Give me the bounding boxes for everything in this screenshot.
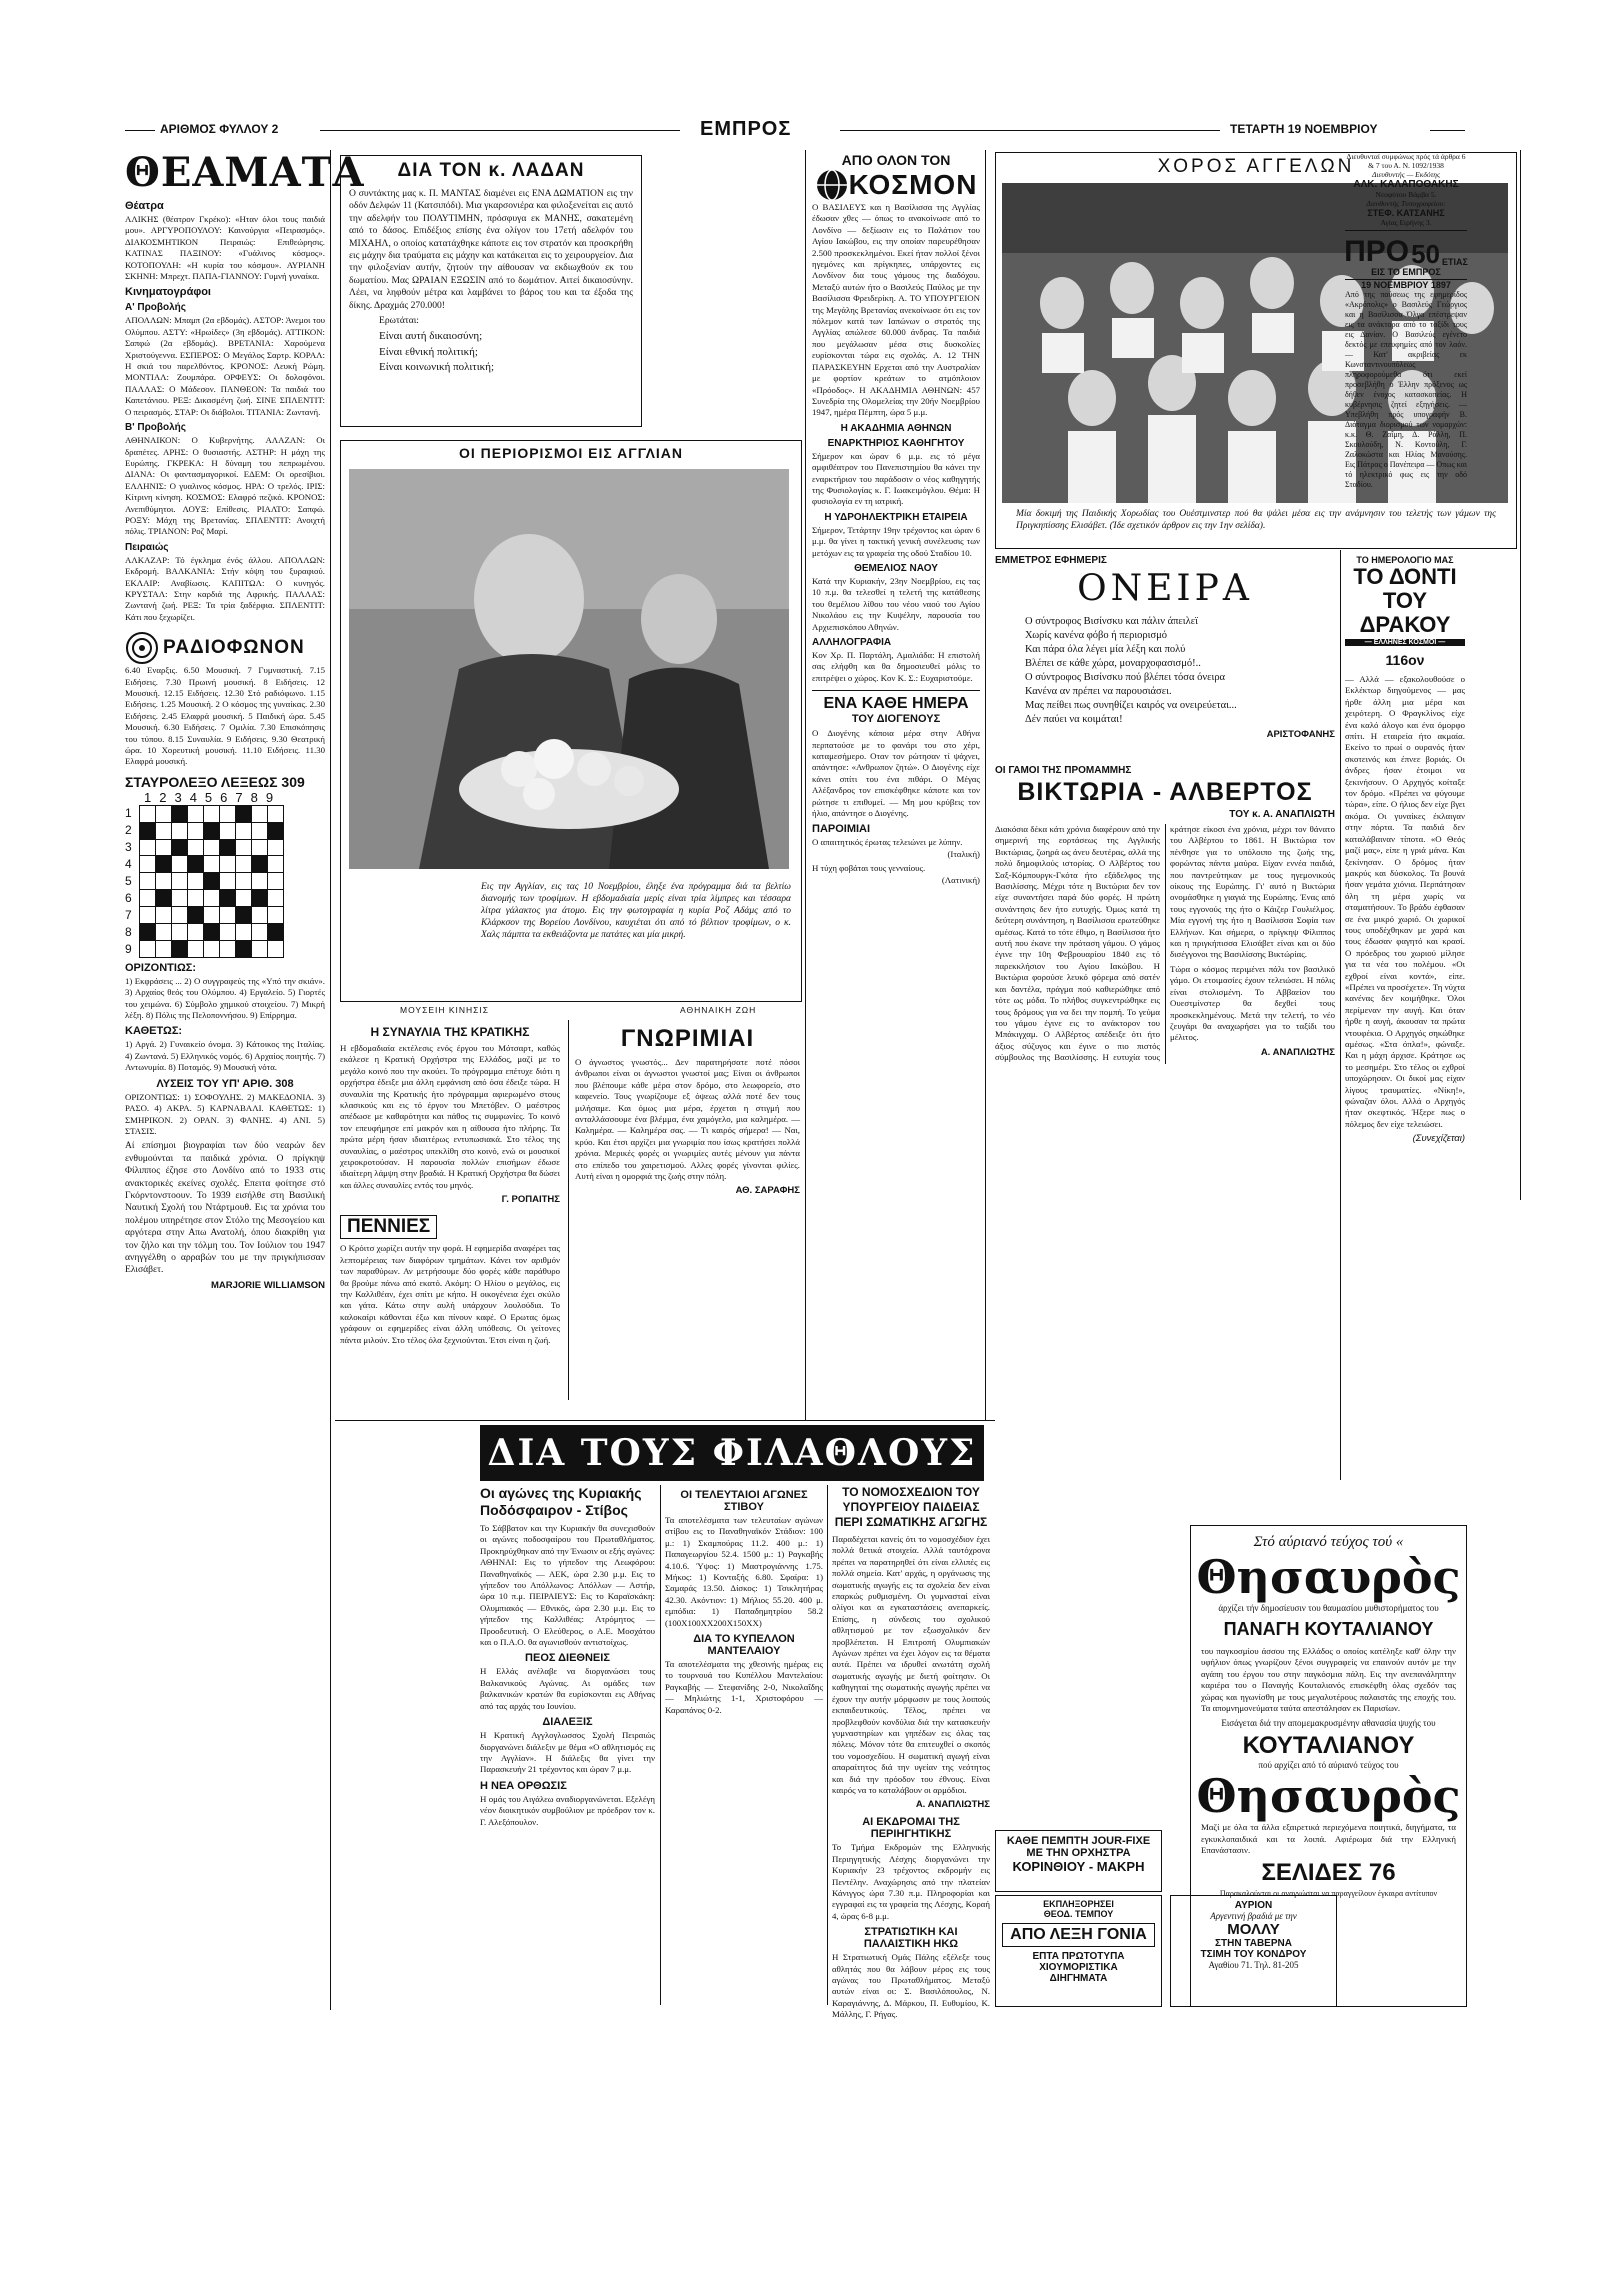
- column-gnorimiai: [575, 1025, 800, 1202]
- crossword-row-label: 6: [125, 890, 132, 905]
- crossword-black-cell: [156, 856, 172, 873]
- emmetros-title: ΟΝΕΙΡΑ: [1077, 568, 1253, 609]
- masthead-box-typo: ΣΤΕΦ. ΚΑΤΣΑΝΗΣ: [1367, 208, 1445, 218]
- crossword-cell: [220, 940, 236, 957]
- perihgisi-heading: ΑΙ ΕΚΔΡΟΜΑΙ ΤΗΣ ΠΕΡΙΗΓΗΤΙΚΗΣ: [862, 1816, 960, 1841]
- thesauros-line3: πού αρχίζει από τό αύριανό τεύχος του: [1258, 1760, 1399, 1771]
- kosmon-title-bottom: ΚΟΣΜΟΝ: [848, 169, 978, 200]
- crossword-row: [140, 839, 284, 856]
- thesauros-text: του παγκοσμίου άσσου της Ελλάδος ο οποίος κατέληξε καθ' όλην την υφήλιον όπως γνωρίζουν ξένοι συγγραφείς να επαινούν αυτόν με την αγάπη του έργου του στην παγκόσμια πάλη. Εις την ανεπανάληπτην καριέρα του ο Παναγής Κουταλιανός επισκέφθη όλας σχεδόν τας χώρας και ηγωνίσθη με τους μεγαλυτέρους παλαιστάς της εποχής του. Τα απομνημονεύματα ταύτα απεστάλησαν εκ Παρισίων.: [1201, 1646, 1456, 1714]
- crossword-cell: [220, 907, 236, 924]
- molly-line1: ΑΥΡΙΟΝ: [1234, 1900, 1273, 1911]
- kathe-mera-text: Ο Διογένης κάποια μέρα στην Αθήνα περπατούσε με το φανάρι του στο χέρι, καταμεσήμερο. Οταν τον ρώτησαν τί ψάχνει, απάντησε: «Ανθρωπον ζητώ». Ο Διογένης είχε κάνει σπίτι του ένα πιθάρι. Ο Μέγας Αλέξανδρος τον επισκέφθηκε κάποτε και τον ρώτησε τι επιθυμεί. — Μη μου κρύβεις τον ήλιο, απάντησε ο Διογένης.: [812, 728, 980, 819]
- crossword-cell: [252, 923, 268, 940]
- crossword-horizontal-head: ΟΡΙΖΟΝΤΙΩΣ:: [125, 961, 197, 974]
- column-synaulia: [340, 1025, 560, 1349]
- perihgisi-text: Το Τμήμα Εκδρομών της Ελληνικής Περιηγητικής Λέσχης διοργανώνει την Κυριακήν 23 τρέχοντος εκδρομήν εις Πεντέλην. Αναχώρησις από την πλατείαν Κάνιγγος ώρα 7.30 π.μ. Πληροφορίαι και εγγραφαί εις τα γραφεία της Λέσχης, Κοραή 4, ώρας 6-8 μ.μ.: [832, 1842, 990, 1921]
- crossword-cell: [204, 890, 220, 907]
- allilografia-heading: ΑΛΛΗΛΟΓΡΑΦΙΑ: [812, 637, 892, 648]
- periorismoi-photo: [349, 469, 789, 869]
- sports-top-rule: [335, 1420, 995, 1421]
- crossword-black-cell: [220, 890, 236, 907]
- radio-heading-block: [125, 631, 325, 665]
- crossword-cell: [252, 940, 268, 957]
- crossword-cell: [236, 923, 252, 940]
- col-divider-3: [805, 150, 806, 1420]
- dondi-continues: (Συνεχίζεται): [1412, 1133, 1465, 1145]
- col-divider-5: [1340, 550, 1341, 1480]
- crossword-cell: [172, 923, 188, 940]
- top-rule-right: [1430, 130, 1465, 131]
- crossword-horizontal-text: 1) Εκφράσεις ... 2) Ο συγγραφεύς της «Υπό την σκιάν». 3) Αρχαίος θεός του Ολύμπου. 4) Εργαλείο. 5) Γιορτές του χειμώνα. 6) Σύμβολο χημικού στοιχείου. 7) Μικρή λέξη. 8) Πόλις της Πελοποννήσου. 9) Επίρρημα.: [125, 975, 325, 1021]
- crossword-row-labels: [125, 805, 139, 958]
- sports-divider-2: [827, 1485, 828, 2005]
- teleftaioi-text: Τα αποτελέσματα των τελευταίων αγώνων στίβου εις το Παναθηναϊκόν Στάδιον: 100 μ.: 1) Σκαμπούρας 11.2. 400 μ.: 1) Παπαγεωργίου 52.4. 1500 μ.: 1) Ραγκαβής 4.10.6. Ύψος: 1) Μαστρογιάννης 1.75. Μήκος: 1) Κονταξής 6.80. Σφαίρα: 1) Σαμαράς 13.50. Δίσκος: 1) Τσικλητήρας 42.30. Ακόντιον: 1) Μήλιος 55.20. 400 μ. εμπόδια: 1) Παπαδημητρίου 58.2 (100Χ100ΧΧ200Χ150ΧΧ): [665, 1515, 823, 1628]
- crossword-cell: [172, 856, 188, 873]
- crossword-cell: [172, 873, 188, 890]
- kyriaki-text: Το Σάββατον και την Κυριακήν θα συνεχισθούν οι αγώνες ποδοσφαίρου του Πρωταθλήματος. Προκηρύχθηκαν από την Ένωσιν οι εξής αγώνες: ΑΘΗΝΑΙ: Εις το γήπεδον της Λεωφόρου: Παναθηναϊκός — ΑΕΚ, ώρα 2.30 μ.μ. Εις το γήπεδον του Απόλλωνος: Απόλλων — Αστήρ, ώρα 10 π.μ. ΠΕΙΡΑΙΕΥΣ: Εις το Καραϊσκάκη: Ολυμπιακός — Εθνικός, ώρα 2.30 μ.μ. Εις το γήπεδον της Καλλιθέας: Ατρόμητος — Προοδευτική. Ο Ελεύθερος, ο Α.Ε. Μοσχάτου και ο Π.Α.Ο. θα αγωνισθούν αντιστοίχως.: [480, 1523, 655, 1648]
- thesauros-small: Μαζί με όλα τα άλλα εξαιρετικά περιεχόμενα ποιητικά, διηγήματα, τα εγκυκλοπαιδικά και τα λοιπά. Αφιέρωμα διά την Ελληνική Επανάστασιν.: [1201, 1822, 1456, 1856]
- dondi-tagline: — ΕΛΛΗΝΕΣ ΚΟΣΜΟΙ —: [1345, 639, 1465, 646]
- ladan-q3: Είναι κοινωνική πολιτική;: [379, 361, 495, 374]
- thesauros-title-2: Θησαυρὸς: [1196, 1769, 1461, 1824]
- crossword-cell: [156, 822, 172, 839]
- crossword-cell: [236, 890, 252, 907]
- crossword-cell: [252, 907, 268, 924]
- crossword-cell: [268, 940, 284, 957]
- dondi-title-1: ΤΟ ΔΟΝΤΙ: [1353, 564, 1457, 589]
- thesauros-bottom: Παρακαλούνται οι αναγνώσται να παραγγείλουν έγκαιρα αντίτυπον: [1219, 1888, 1438, 1898]
- kosmon-title-block: [812, 152, 980, 202]
- crossword-cell: [236, 822, 252, 839]
- molly-line5: ΤΣΙΜΗ ΤΟΥ ΚΟΝΔΡΟΥ: [1200, 1949, 1307, 1960]
- pro50-big: ΠΡΟ: [1344, 235, 1410, 268]
- crossword-header-digits: 123456789: [144, 789, 282, 805]
- crossword-cell: [220, 805, 236, 822]
- pro50-emp: ΕΙΣ ΤΟ ΕΜΠΡΟΣ: [1371, 267, 1441, 277]
- crossword-cell: [204, 856, 220, 873]
- themelios-text: Κατά την Κυριακήν, 23ην Νοεμβρίου, εις τας 10 π.μ. θα τελεσθεί η τελετή της κατάθεσης του θεμέλιου λίθου του νέου ναού του Αγίου Νικολάου εις την Κυψέλην, παρουσία του Αρχιεπισκόπου Αθηνών.: [812, 575, 980, 632]
- crossword-cell: [188, 890, 204, 907]
- dondi-text: — Αλλά — εξακολουθούσε ο Εκλέκτωρ διηγούμενος — μας ήρθε άλλη μια μέρα και χειρότερη. Ο Φραγκλίνος είχε ένα καλό άλογο και ένα όμορφο σπίτι. Η εταιρεία ήτο ακμαία. Εκείνο το πρωί ο ουρανός ήταν σκοτεινός και έπνεε βοριάς. Οι άνδρες ήσαν έτοιμοι να ξεκινήσουν. Ο Αρχηγός κοίταξε τον δρόμο. «Πρέπει να φύγουμε τώρα», είπε. Ο ήλιος δεν είχε βγει ακόμα. Οι γυναίκες έκλαιγαν στην πόρτα. Τα παιδιά δεν καταλάβαιναν τίποτα. «Ο Θεός μαζί μας», είπε η γριά μάνα. Και ξεκίνησαν. Ο δρόμος ήταν μακρύς και δύσκολος. Τα βουνά ήσαν γεμάτα χιόνια. Περπάτησαν όλη τη μέρα χωρίς να σταματήσουν. Το βράδυ έφθασαν σε ένα μικρό χωριό. Οι χωρικοί τους υποδέχθηκαν με χαρά και τους έδωσαν φαγητό και κρασί. Ο πρόεδρος του χωριού μίλησε για τα νέα του πολέμου. «Οι εχθροί είναι κοντά», είπε. «Πρέπει να προσέχετε». Τη νύχτα κανένας δεν κοιμήθηκε. Όλοι περίμεναν την αυγή. Και όταν ήρθε η αυγή, άκουσαν τα πρώτα ντουφέκια. Ο Αρχηγός σηκώθηκε αμέσως. «Στα όπλα!», φώναξε. Και η μάχη άρχισε. Κράτησε ως το μεσημέρι. Στο τέλος οι εχθροί υποχώρησαν. Οι δικοί μας είχαν λίγους τραυματίες. «Νίκη!», φώναζαν όλοι. Αλλά ο Αρχηγός ήταν σκεφτικός. Ήξερε πως ο πόλεμος δεν είχε τελειώσει.: [1345, 674, 1465, 1129]
- crossword-cell: [156, 805, 172, 822]
- ladan-questions-intro: Ερωτάται:: [379, 315, 419, 327]
- crossword-black-cell: [140, 822, 156, 839]
- lexi-sub: ΘΕΟΔ. ΤΕΜΠΟΥ: [1043, 1909, 1114, 1919]
- crossword-cell: [156, 940, 172, 957]
- crossword-cell: [220, 856, 236, 873]
- sports-col-3: [832, 1485, 990, 2024]
- crossword-cell: [252, 839, 268, 856]
- ladan-title: ΔΙΑ ΤΟΝ κ. ΛΑΔΑΝ: [397, 160, 585, 181]
- kathe-pempti-ad: [995, 1830, 1162, 1892]
- crossword-grid: [139, 805, 284, 958]
- crossword-row: [140, 907, 284, 924]
- gamoi-author: Α. ΑΝΑΠΛΙΩΤΗΣ: [1260, 1046, 1335, 1058]
- enarktirios-heading: ΕΝΑΡΚΤΗΡΙΟΣ ΚΑΘΗΓΗΤΟΥ: [827, 437, 965, 449]
- issue-date: ΤΕΤΑΡΤΗ 19 ΝΟΕΜΒΡΙΟΥ: [1230, 122, 1378, 136]
- crossword-row: [140, 923, 284, 940]
- stratiotiki-heading: ΣΤΡΑΤΙΩΤΙΚΗ ΚΑΙ ΠΑΛΑΙΣΤΙΚΗ ΗΚΩ: [863, 1926, 959, 1951]
- lexi-line1: ΕΠΤΑ ΠΡΩΤΟΤΥΠΑ: [1032, 1951, 1125, 1962]
- crossword-cell: [188, 940, 204, 957]
- poem-line: Μας πείθει πως συνηθίζει καιρός να ονειρεύεται...: [1025, 700, 1237, 711]
- crossword-black-cell: [204, 923, 220, 940]
- crossword-row-label: 4: [125, 856, 132, 871]
- themelios-heading: ΘΕΜΕΛΙΟΣ ΝΑΟΥ: [854, 562, 938, 574]
- masthead-box-address1: Νεοφύτου Βάμβα 5.: [1375, 190, 1437, 199]
- thesauros-footer-line: Εισάγεται διά την απομεμακρυσμένην αθανασία ψυχής του: [1221, 1718, 1436, 1729]
- crossword-cell: [220, 873, 236, 890]
- thesauros-line2: άρχίζει τήν δημοσίευσιν του θαυμασίου μυθιστορήματος του: [1218, 1603, 1439, 1613]
- kathe-mera-title: ΕΝΑ ΚΑΘΕ ΗΜΕΡΑ: [812, 690, 980, 713]
- crossword-black-cell: [220, 839, 236, 856]
- crossword-black-cell: [188, 856, 204, 873]
- col-divider-1: [330, 150, 331, 2010]
- col-divider-2: [568, 1020, 569, 1400]
- crossword-row: [140, 805, 284, 822]
- crossword-black-cell: [172, 940, 188, 957]
- sports-col-2: [665, 1485, 823, 1719]
- peiraieus-heading: Πειραιώς: [125, 541, 169, 553]
- crossword-row: [140, 873, 284, 890]
- dondi-header: ΤΟ ΗΜΕΡΟΛΟΓΙΟ ΜΑΣ: [1356, 555, 1454, 565]
- paroimia-1: Ο απαιτητικός έρωτας τελειώνει με λύπην.: [812, 837, 963, 848]
- crossword-cell: [140, 805, 156, 822]
- photo-credit-right: ΑΘΗΝΑΙΚΗ ΖΩΗ: [680, 1005, 757, 1015]
- periorismoi-caption: Εις την Αγγλίαν, εις τας 10 Νοεμβρίου, έληξε ένα πρόγραμμα διά τα βελτίω διανομής των τροφίμων. Η εβδομαδιαία μερίς είναι τρία λίμπρες και τέσσαρα λίτρα γάλακτος για άτομο. Εις την φωτογραφία η κυρία Ροζ Αδάμς από το Κλάρκσον της Βορείου Λονδίνου, καυχιέται ότι από τό βέλτιον τροφίμων, ο κ. Χαλς πάμπτα τα εκθειάζοντα με πατάτες και μία μικρή.: [481, 882, 791, 940]
- globe-icon: [815, 168, 849, 202]
- gamoi-text-b: Τώρα ο κόσμος περιμένει πάλι τον βασιλικό γάμο. Οι ετοιμασίες έχουν τελειώσει. Η πόλις είναι στολισμένη. Το Αββαείον του Ουεστμίνστερ θα δεχθεί τους προσκεκλημένους. Μετά την τελετή, το νέο ζευγάρι θα αναχωρήσει για το ταξίδι του μέλιτος.: [1170, 963, 1335, 1043]
- nea-orthosis-text: Η ομάς του Αιγάλεω αναδιοργανώνεται. Εξελέγη νέον διοικητικόν συμβούλιον με πρόεδρον τον κ. Γ. Αλεξόπουλον.: [480, 1793, 655, 1827]
- diethneis-text: Η Ελλάς ανέλαβε να διοργανώσει τους Βαλκανικούς Αγώνας. Αι ομάδες των βαλκανικών κρατών θα ευρίσκονται εις Αθήνας από τας αρχάς του Ιουνίου.: [480, 1666, 655, 1711]
- top-rule-mid-right: [840, 130, 1220, 131]
- pennies-text: Ο Κρόιτσ χωρίζει αυτήν την φορά. Η εφημερίδα αναφέρει τας λεπτομέρειας των διαφόρων τμημάτων. Κάνει τον αριθμόν των παραθύρων. Αν μετρήσουμε δύο φορές κάθε παράθυρο θα βρούμε πάνω από εκατό. Ακόμη: Ο Ηλίου ο μεγάλος, εις την Καλλιθέαν, έχει σπίτι με κήπο. Η οικογένεια έχει σκύλο και γάτα. Κάτω στην αυλή υπάρχουν λουλούδια. Το καλοκαίρι κάθονται έξω και πίνουν καφέ. Ο Ερωτας όμως γράφουν οι εφημερίδες είναι άλλη υπόθεσις. Οι γείτονες πάντα μιλούν. Στο τέλος όλα ξεχνιούνται. Έτσι είναι η ζωή.: [340, 1243, 560, 1345]
- crossword-cell: [172, 822, 188, 839]
- pro50-etias: ΕΤΙΑΣ: [1442, 257, 1468, 267]
- paroimia-2: Η τύχη φοβάται τους γενναίους.: [812, 863, 926, 874]
- crossword-black-cell: [236, 940, 252, 957]
- col-divider-6: [1520, 150, 1521, 1200]
- crossword-row-label: 1: [125, 805, 132, 820]
- crossword-cell: [268, 839, 284, 856]
- pro50-num: 50: [1411, 239, 1441, 269]
- crossword-black-cell: [236, 805, 252, 822]
- crossword-cell: [268, 873, 284, 890]
- thesauros-name2: ΚΟΥΤΑΛΙΑΝΟΥ: [1242, 1732, 1415, 1760]
- crossword-cell: [156, 923, 172, 940]
- crossword-black-cell: [172, 839, 188, 856]
- crossword-black-cell: [204, 822, 220, 839]
- choros-caption: Μία δοκιμή της Παιδικής Χορωδίας του Ουέστμινστερ πού θα ψάλει μέσα εις την ανάμνησιν του τελετής των γάμων της Πριγκηπίσσης Ελισάβετ. (Ίδε σχετικόν άρθρον εις την 1ην σελίδα).: [1016, 509, 1496, 531]
- radio-icon: [125, 631, 159, 665]
- paroimia-1-source: (Ιταλική): [947, 848, 980, 859]
- pennies-title: ΠΕΝΝΙΕΣ: [340, 1215, 437, 1239]
- b-provoli-text: ΑΘΗΝΑΙΚΟΝ: Ο Κυβερνήτης. ΑΛΑΖΑΝ: Οι δραπέτες. ΑΡΗΣ: Ο θυσιαστής. ΑΣΤΗΡ: Η μάχη της Ευρώπης. ΓΚΡΕΚΑ: Η δύναμη του πεπρωμένου. ΔΙΑΝΑ: Οι φαντασμαγορικοί. ΕΔΕΜ: Οι ορεσίβιοι. ΕΛΛΗΝΙΣ: Ο γυαλινος κόσμος. ΗΡΑ: Ο τρελός. ΙΡΙΣ: Κίτρινη κίνηση. ΚΟΣΜΟΣ: Ελαφρό πεζικό. ΚΡΟΝΟΣ: Ανεπιθύμητοι. ΛΟΥΞ: Επίθεσις. ΡΙΑΛΤΟ: Σαπφώ. ΡΟΞΥ: Μάχη της Βρετανίας. ΣΠΛΕΝΤΙΤ: Ανοιχτή πόλις. ΤΡΙΑΝΟΝ: Ροζ Μαρί.: [125, 435, 325, 537]
- emmetros-author: ΑΡΙΣΤΟΦΑΝΗΣ: [1266, 729, 1335, 740]
- thesauros-ad: [1190, 1525, 1467, 2007]
- crossword-cell: [252, 873, 268, 890]
- kosmon-title-top: ΑΠΟ ΟΛΟΝ ΤΟΝ: [841, 152, 951, 168]
- poem-line: Ο σύντροφος Βισίνσκυ πού βλέπει τόσα όνειρα: [1025, 672, 1226, 683]
- crossword-black-cell: [268, 923, 284, 940]
- crossword-prev-text: ΟΡΙΖΟΝΤΙΩΣ: 1) ΣΟΦΟΥΛΗΣ. 2) ΜΑΚΕΔΟΝΙΑ. 3) ΡΑΣΟ. 4) ΑΚΡΑ. 5) ΚΑΡΝΑΒΑΛΙ. ΚΑΘΕΤΩΣ: 1) ΣΜΗΡΙΚΟΝ. 2) ΟΡΑΝ. 3) ΦΑΝΗΣ. 4) ΑΝΙ. 5) ΣΤΑΣΙΣ.: [125, 1091, 325, 1136]
- theatra-heading: Θέατρα: [125, 200, 164, 212]
- periorismoi-box: [340, 440, 802, 1002]
- crossword-row-label: 5: [125, 873, 132, 888]
- crossword-cell: [236, 856, 252, 873]
- poem-line: Ο σύντροφος Βισίνσκυ και πάλιν άπειλεϊ: [1025, 616, 1198, 627]
- gnorimiai-title: ΓΝΩΡΙΜΙΑΙ: [620, 1025, 755, 1052]
- emmetros-poem: [995, 615, 1335, 727]
- radio-title: ΡΑΔΙΟΦΩΝΟΝ: [163, 637, 305, 659]
- crossword-cell: [140, 856, 156, 873]
- crossword-cell: [156, 873, 172, 890]
- dialexis-text: Η Κρατική Αγγλογλωσσος Σχολή Πειραιώς διοργανώνει διάλεξιν με θέμα «Ο αθλητισμός εις την Αγγλίαν». Η διάλεξις θα γίνει την Παρασκευήν 21 τρέχοντος και ώραν 7 μ.μ.: [480, 1730, 655, 1775]
- synaulia-author: Γ. ΡΟΠΑΙΤΗΣ: [501, 1194, 560, 1206]
- kinimatografoi-heading: Κινηματογράφοι: [125, 286, 211, 299]
- ladan-q1: Είναι αυτή δικαιοσύνη;: [379, 330, 483, 343]
- lexi-head: ΕΚΠΛΗΞΟΡΗΣΕΙ: [1043, 1899, 1114, 1909]
- thesauros-pages: ΣΕΛΙΔΕΣ 76: [1261, 1858, 1396, 1886]
- gamoi-header: ΟΙ ΓΑΜΟΙ ΤΗΣ ΠΡΟΜΑΜΜΗΣ: [995, 765, 1132, 776]
- pro50-date: 19 ΝΟΕΜΒΡΙΟΥ 1897: [1345, 279, 1467, 290]
- apo-olon-text: Ο ΒΑΣΙΛΕΥΣ και η Βασίλισσα της Αγγλίας έδωσαν χθες — όπως το ανακοίνωσε από το Λονδίνο — δεξίωσιν εις το Παλάτιον του Αγίου Ιακώβου, εις την οποίαν παρευρέθησαν 2.500 προσκεκλημένοι. Εκεί ήταν πολλοί ξένοι ηγεμόνες και πρίγκηπες, υπάρχοντες εις Λονδίνον δια τους γάμους της διαδόχου. Μεταξύ αυτών ήτο ο Βασιλεύς Παύλος με την Βασίλισσα Φρειδερίκη. Α. ΤΟ ΥΠΟΥΡΓΕΙΟΝ της Μεγάλης Βρετανίας ανεκοίνωσε ότι εις τον πόλεμον κατά των Ιαπώνων ο στρατός της Αγγλίας απώλεσε 60.000 άνδρας. Τα παιδιά που μεγάλωσαν μέσα στις δυσκολίες ευρίσκονται τώρα εις σχολάς. Α. 12 ΤΗΝ ΠΑΡΑΣΚΕΥΗΝ Ερχεται από την Αυστραλίαν με φορτίον κρεάτων το ατμόπλοιον «Πρόοδος». Η ΑΚΑΔΗΜΙΑ ΑΘΗΝΩΝ: 457 Συνεδρία της Ολομελείας την 20ήν Νοεμβρίου 1947, ημέρα Πέμπτη, ώρα 5 μ.μ.: [812, 202, 980, 418]
- top-masthead: [0, 120, 1600, 144]
- diethneis-heading: ΠΕΟΣ ΔΙΕΘΝΕΙΣ: [525, 1652, 610, 1665]
- col-divider-4: [985, 150, 986, 1420]
- pro50-column: [1345, 152, 1467, 493]
- paroimia-2-source: (Λατινική): [941, 874, 980, 885]
- lexi-gonia-ad: [995, 1895, 1162, 2007]
- crossword-row: [140, 940, 284, 957]
- gamoi-title: ΒΙΚΤΩΡΙΑ - ΑΛΒΕΡΤΟΣ: [1017, 778, 1313, 806]
- filathlous-banner: [480, 1425, 984, 1481]
- nea-orthosis-heading: Η ΝΕΑ ΟΡΘΩΣΙΣ: [480, 1779, 567, 1792]
- lexi-title: ΑΠΟ ΛΕΞΗ ΓΟΝΙΑ: [1002, 1923, 1155, 1947]
- issue-label: ΑΡΙΘΜΟΣ ΦΥΛΛΟΥ 2: [160, 122, 279, 136]
- gnorimiai-author: ΑΘ. ΣΑΡΑΦΗΣ: [735, 1185, 800, 1197]
- top-rule-left: [125, 130, 155, 131]
- crossword-black-cell: [140, 923, 156, 940]
- dondi-title-2: ΤΟΥ ΔΡΑΚΟΥ: [1359, 588, 1451, 637]
- crossword-black-cell: [252, 890, 268, 907]
- dialexis-heading: ΔΙΑΛΕΞΙΣ: [542, 1716, 593, 1729]
- nomosxedio-author: Α. ΑΝΑΠΛΙΩΤΗΣ: [915, 1799, 990, 1811]
- poem-line: Δέν παύει να κοιμάται!: [1025, 714, 1123, 725]
- crossword-row-label: 8: [125, 924, 132, 939]
- masthead-box-label-typo: Διευθυντής Τυπογραφείου:: [1366, 199, 1446, 208]
- gamoi-byline: ΤΟΥ κ. Α. ΑΝΑΠΛΙΩΤΗ: [1229, 809, 1335, 820]
- masthead-box-address2: Αγίας Ειρήνης 3.: [1380, 218, 1432, 227]
- gamoi-text: Διακόσια δέκα κάτι χρόνια διαφέρουν από την σημερινή της εορτάσεως της Αγγλικής Βικτώριας, ζωηρά ως άνευ δευτέρας, αλλά της πολύ δημοφιλούς ιστορίας. Ο Αλβέρτος του Σαξ-Κόμπουργκ-Γκότα ήτο εξάδελφος της Βασιλίσσης. Μέχρι τότε η Βικτώρια δεν τον είχε συναντήσει παρά δύο φορές. Η πρώτη συνάντησις δεν ήτο ευτυχής. Όμως κατά τη δεύτερη συνάντηση, η Βασίλισσα ερωτεύθηκε αμέσως. Κατά το τότε έθιμο, η Βασίλισσα ήτο αυτή που έκανε την πρόταση γάμου. Ο γάμος έγινε την 10η Φεβρουαρίου 1840 εις τό παρεκκλήσιον του Αγίου Ιακώβου. Η Βικτώρια φορούσε λευκό φόρεμα από σατέν και δαντέλα, πράγμα πού καθιερώθηκε από τότε ως μόδα. Το πλήθος συγκεντρώθηκε εις τους δρόμους για να δει την πομπή. Το γεύμα του γάμου έγινε εις το ανάκτορον του Μπάκιγχαμ. Ο Αλβέρτος απέδειξε ότι ήτο άξιος σύζυγος και έγινε ο πιο πιστός σύμβουλος της Βασιλίσσης. Η ευτυχία τους κράτησε είκοσι ένα χρόνια, μέχρι τον θάνατο του Αλβέρτου το 1861. Η Βικτώρια τον πένθησε για το υπόλοιπο της ζωής της, φορώντας πάντα μαύρα. Είχαν εννέα παιδιά, που παντρεύτηκαν με τους ηγεμονικούς οίκους της Ευρώπης. Γι' αυτό η Βικτώρια ονομάσθηκε η γιαγιά της Ευρώπης. Ένας από τους εγγονούς της ήτο ο Κάιζερ Γουλιέλμος. Μία εγγονή της ήτο η Βασίλισσα Σοφία των Ελλήνων. Και σήμερα, ο πρίγκηψ Φίλιππος και η πριγκήπισσα Ελισάβετ είναι και οι δύο δισέγγονοι της Βασιλίσσης Βικτώρίας.: [995, 824, 1335, 1063]
- column-continuation-text: Αί επίσημοι βιογραφίαι των δύο νεαρών δεν ενθυμούνται τα παιδικά χρόνια. Ο πρίγκηψ Φίλιππος έζησε στο Λονδίνο από το 1933 στις ανακτορικές εκείνες σχολές. Επειτα φοίτησε στό Γκόρντονστοουν. Το 1939 εισήλθε στη Βασιλική Ναυτική Σχολή του Ντάρτμουθ. Εις τα χρόνια του πολέμου υπηρέτησε στον Στόλο της Μεσογείου και αργότερα στην Απω Ανατολή, όπου διακρίθη για τον ζήλο και την τόλμη του. Τον Ιούλιον του 1947 ανηγγέλθη ο αρραβών του με την πριγκήπισσαν Ελισάβετ.: [125, 1140, 325, 1276]
- enarktirios-text: Σήμερον και ώραν 6 μ.μ. εις τό μέγα αμφιθέατρον του Πανεπιστημίου θα κάνει την εναρκτήριον του παράδοσιν ο νέος καθηγητής της Φυσιολογίας κ. Γ. Ιωακειμόγλου. Θέμα: Η φυσιολογία εν τη ιατρική.: [812, 450, 980, 507]
- thesauros-line1: Στό αύριανό τεύχος τού «: [1253, 1534, 1404, 1550]
- crossword-cell: [188, 805, 204, 822]
- crossword-cell: [156, 907, 172, 924]
- crossword-cell: [204, 805, 220, 822]
- molly-line4: ΣΤΗΝ ΤΑΒΕΡΝΑ: [1215, 1938, 1292, 1949]
- kyriaki-title: Οι αγώνες της Κυριακής Ποδόσφαιρον - Στίβος: [480, 1485, 642, 1518]
- crossword-cell: [236, 873, 252, 890]
- crossword-cell: [172, 890, 188, 907]
- poem-line: Βλέπει σε κάθε χώρα, μοναρχοφασισμό!..: [1025, 658, 1201, 669]
- crossword-cell: [236, 839, 252, 856]
- crossword-row-label: 7: [125, 907, 132, 922]
- crossword-cell: [220, 923, 236, 940]
- kathe-mera-subtitle: ΤΟΥ ΔΙΟΓΕΝΟΥΣ: [851, 713, 941, 726]
- crossword-black-cell: [156, 890, 172, 907]
- crossword-cell: [204, 839, 220, 856]
- paroimiai-heading: ΠΑΡΟΙΜΙΑΙ: [812, 823, 871, 836]
- ydroilektriki-heading: Η ΥΔΡΟΗΛΕΚΤΡΙΚΗ ΕΤΑΙΡΕΙΑ: [824, 511, 968, 523]
- crossword-cell: [268, 890, 284, 907]
- crossword-black-cell: [204, 873, 220, 890]
- crossword-cell: [140, 940, 156, 957]
- crossword-black-cell: [236, 907, 252, 924]
- woman-with-potatoes-illustration: [349, 469, 789, 869]
- crossword-cell: [252, 805, 268, 822]
- crossword-title: ΣΤΑΥΡΟΛΕΞΟ ΛΕΞΕΩΣ 309: [125, 773, 305, 790]
- manteleo-heading: ΔΙΑ ΤΟ ΚΥΠΕΛΛΟΝ ΜΑΝΤΕΛΑΙΟΥ: [693, 1633, 795, 1658]
- kathe-pempti-line1: ΚΑΘΕ ΠΕΜΠΤΗ JOUR-FIXE: [1006, 1835, 1151, 1847]
- manteleo-text: Τα αποτελέσματα της χθεσινής ημέρας εις το τουρνουά του Κυπέλλου Μαντελαίου: Ραγκαβής — Στεφανίδης 2-0, Νικολαΐδης — Μηλιώτης 1-1, Χριστοφόρου — Καραπάνος 0-2.: [665, 1659, 823, 1715]
- ladan-text: Ο συντάκτης μας κ. Π. ΜΑΝΤΑΣ διαμένει εις ΕΝΑ ΔΩΜΑΤΙΟΝ εις την οδόν Δελφών 11 (Κατσιπόδι). Μια γκαρσονιέρα και φιλοξενείται εις αυτό την αδελφήν του ΠΟΛΥΤΙΜΗΝ, πρόσφυγα εκ ΜΑΝΗΣ, σακατεμένη από το δάσος. Επιδέξιος επίσης ένα ολίγον του 17ετή αδελφόν του ΜΙΧΑΗΛ, ο οποίος κατατάχθηκε κάποτε εις τον στρατόν και προσκρήθη εις μάχην δια τραύματα εις μάχην και κατάκειται εις το χειρουργείον. Δια την φιλοξενίαν αυτήν, ζητούν την αίθουσαν να εκδιωχθούν εκ του δωματίου. Μας ΩΡΑΙΑΝ ΕΞΩΣΙΝ από το δωμάτιον. Αιτεί δικαιοσύνην. Λέει, να ληφθούν μέτρα και λαμβάνει το βάρος του και τα έξοδα της δίκης. Δραχμάς 270.000!: [349, 188, 633, 311]
- nomosxedio-text: Παραδέχεται κανείς ότι το νομοσχέδιον έχει πολλά θετικά στοιχεία. Αλλά ταυτόχρονα πρέπει να παρατηρηθεί ότι είναι ελλιπές εις πολλά σημεία. Κατ' αρχάς, η οργάνωσις της σωματικής αγωγής εις τα σχολεία δεν είναι επαρκώς ρυθμισμένη. Οι γυμνασταί είναι ολίγοι και αι εγκαταστάσεις ανεπαρκείς. Επίσης, η σύνδεσις του σχολικού αθλητισμού με τον εξωσχολικόν δεν προβλέπεται. Η Επιτροπή Ολυμπιακών Αγώνων πρέπει να έχει λόγον εις τα θέματα αυτά. Πρέπει να ιδρυθεί ανωτάτη σχολή σωματικής αγωγής με διετή φοίτησιν. Οι καθηγηταί της σωματικής αγωγής πρέπει να έχουν την αυτήν μόρφωσιν με τους λοιπούς εκπαιδευτικούς. Τέλος, πρέπει να προβλεφθούν κονδύλια διά την κατασκευήν γυμναστηρίων και γηπέδων εις όλας τας πόλεις. Μόνον τότε θα επιτευχθεί ο σκοπός του νομοσχεδίου. Η σωματική αγωγή είναι απαραίτητος διά την υγείαν της νεότητος και διά την πρόοδον του έθνους. Είναι καιρός να το καταλάβουν οι αρμόδιοι.: [832, 1534, 990, 1795]
- crossword-cell: [220, 822, 236, 839]
- allilografia-text: Κον Χρ. Π. Παρτάλη, Αμαλιάδα: Η επιστολή σας ελήφθη και θα δημοσιευθεί μόλις το επιτρέψει ο χώρος. Κον Κ. Σ.: Ευχαριστούμε.: [812, 650, 980, 683]
- crossword-cell: [268, 907, 284, 924]
- column-apo-olon: [812, 152, 980, 889]
- kathe-pempti-line2: ΜΕ ΤΗΝ ΟΡΧΗΣΤΡΑ: [1026, 1847, 1131, 1859]
- crossword-cell: [188, 822, 204, 839]
- pro50-text: Από της παύσεως της εφημερίδος «Ακρόπολις» ο Βασιλεύς Γεώργιος και η Βασίλισσα Όλγα επέστρεψαν εις τα ανάκτορα από το ταξίδι τους εις Δανίαν. Ο Βασιλεύς εγένετο δεκτός με επευφημίες από τον λαόν. — Κατ' ακριβείας εκ Κωνσταντινουπόλεως πληροφορούμεθα ότι εκεί προσεβλήθη ο Έλλην πρόξενος ως δήθεν ένοχος κατασκοπείας. Η κυβέρνησις ζητεί εξηγήσεις. — Υπεβλήθη πρός υπογραφήν Β. Διάταγμα διορισμού των νομαρχών: κ.κ. Θ. Ζαΐμη, Δ. Ράλλη, Π. Σκουλούδη, Ν. Κοντούλη, Γ. Ζαλοκώστα και Ηλίας Μανούσης. Εις Πάτρας ο Πανέπειρα — Οπως και τό ηλεκτρικό φως εις την οδό Σταδίου.: [1345, 290, 1467, 489]
- poem-line: Κανένα αν πρέπει να παρουσιάσει.: [1025, 686, 1172, 697]
- teleftaioi-heading: ΟΙ ΤΕΛΕΥΤΑΙΟΙ ΑΓΩΝΕΣ ΣΤΙΒΟΥ: [680, 1489, 808, 1513]
- crossword-cell: [140, 890, 156, 907]
- theatra-text: ΑΛΙΚΗΣ (θέατρον Γκρέκο): «Ηταν όλοι τους παιδιά μου». ΑΡΓΥΡΟΠΟΥΛΟΥ: Καινούργια «Πειρασμός». ΔΙΑΚΟΣΜΗΤΙΚΟΝ Πειραιώς: Επιθεώρησις. ΚΑΤΙΝΑΣ ΠΑΞΙΝΟΥ: «Γυάλινος κόσμος». ΚΟΤΟΠΟΥΛΗ: «Η κυρία του κόσμου». ΑΥΡΙΑΝΗ ΣΚΗΝΗ: Μπρεχτ. ΠΑΠΑ-ΓΙΑΝΝΟΥ: Γυμνή γυναίκα.: [125, 214, 325, 282]
- crossword-cell: [188, 923, 204, 940]
- crossword-vertical-head: ΚΑΘΕΤΩΣ:: [125, 1025, 183, 1038]
- crossword-row-label: 9: [125, 941, 132, 956]
- paper-name: ΕΜΠΡΟΣ: [700, 118, 792, 140]
- top-rule-mid-left: [320, 130, 680, 131]
- choros-title: ΧΟΡΟΣ ΑΓΓΕΛΩΝ: [1157, 156, 1355, 177]
- masthead-box-text1: Διευθυνταί συμφώνως πρός τά άρθρα 6 & 7 του Α. Ν. 1092/1938: [1346, 152, 1466, 170]
- theamata-title: ΘΕΑΜΑΤΑ: [125, 149, 365, 196]
- a-provoli-heading: Α' Προβολής: [125, 302, 186, 314]
- crossword-cell: [268, 856, 284, 873]
- emmetros-section: [995, 555, 1335, 746]
- crossword-grid-wrap: [125, 805, 325, 958]
- photo-credit-left: ΜΟΥΣΕΙΗ ΚΙΝΗΣΙΣ: [400, 1005, 490, 1015]
- crossword-cell: [140, 873, 156, 890]
- periorismoi-title: ΟΙ ΠΕΡΙΟΡΙΣΜΟΙ ΕΙΣ ΑΓΓΛΙΑΝ: [458, 445, 684, 461]
- filathlous-banner-text: ΔΙΑ ΤΟΥΣ ΦΙΛΑΘΛΟΥΣ: [487, 1432, 977, 1474]
- crossword-cell: [172, 907, 188, 924]
- crossword-vertical-text: 1) Αργά. 2) Γυναικείο όνομα. 3) Κάτοικος της Ιταλίας. 4) Ζωντανά. 5) Ελληνικός νομός. 6) Αρχαίος ποιητής. 7) Αντωνυμία. 8) Ποταμός. 9) Μουσική νότα.: [125, 1039, 325, 1073]
- molly-line2: Αργεντινή βραδιά με την: [1210, 1911, 1297, 1921]
- molly-line6: Αγαθίου 71. Τηλ. 81-205: [1208, 1960, 1299, 1970]
- kathe-pempti-line3: ΚΟΡΙΝΘΙΟΥ - ΜΑΚΡΗ: [1012, 1859, 1145, 1874]
- crossword-black-cell: [252, 856, 268, 873]
- sports-divider-1: [660, 1485, 661, 2005]
- crossword-black-cell: [172, 805, 188, 822]
- ydroilektriki-text: Σήμερον, Τετάρτην 19ην τρέχοντος και ώραν 6 μ.μ. θα γίνει η τακτική γενική συνέλευσις των μετόχων εις τα γραφεία της οδού Σταδίου 10.: [812, 524, 980, 558]
- ladan-q2: Είναι εθνική πολιτική;: [379, 345, 478, 358]
- lexi-line3: ΔΙΗΓΗΜΑΤΑ: [1049, 1973, 1108, 1984]
- molly-line3: ΜΟΛΛΥ: [1227, 1921, 1280, 1938]
- masthead-box-label-director: Διευθυντής — Εκδότης: [1371, 170, 1441, 179]
- crossword-row-label: 2: [125, 822, 132, 837]
- crossword-cell: [188, 873, 204, 890]
- b-provoli-heading: Β' Προβολής: [125, 422, 186, 434]
- thesauros-title: Θησαυρὸς: [1196, 1550, 1461, 1604]
- synaulia-title: Η ΣΥΝΑΥΛΙΑ ΤΗΣ ΚΡΑΤΙΚΗΣ: [370, 1025, 530, 1039]
- crossword-row-label: 3: [125, 839, 132, 854]
- gnorimiai-text: Ο άγνωστος γνωστός... Δεν παρατηρήσατε ποτέ πόσοι άνθρωποι είναι οι άγνωστοι γνωστοί μας; Είναι οι άνθρωποι που βλέπουμε κάθε μέρα στον δρόμο, στο λεωφορείο, στο καφενείο. Τους γνωρίζουμε εξ όψεως αλλά ποτέ δεν τους μιλήσαμε. Και όμως μια μέρα, έρχεται η στιγμή που ανταλλάσσουμε ένα βλέμμα, ένα χαμόγελο, μια καλημέρα. — Καλημέρα. — Καλημέρα σας. — Τι καιρός σήμερα! — Ναι, κρύο. Και έτσι αρχίζει μια γνωριμία που ίσως κρατήσει πολλά χρόνια. Μερικές φορές οι γνωριμίες αυτές μένουν για πάντα στο επίπεδο του χαιρετισμού. Αλλες φορές γίνονται φιλίες. Αυτή είναι η ομορφιά της ζωής στην πόλη.: [575, 1057, 800, 1182]
- gamoi-section: [995, 765, 1335, 1064]
- crossword-cell: [204, 940, 220, 957]
- crossword-cell: [188, 839, 204, 856]
- emmetros-header: ΕΜΜΕΤΡΟΣ ΕΦΗΜΕΡΙΣ: [995, 555, 1107, 566]
- continuation-author: MARJORIE WILLIAMSON: [211, 1279, 325, 1291]
- crossword-cell: [140, 907, 156, 924]
- crossword-cell: [140, 839, 156, 856]
- poem-line: Χωρίς κανένα φόβο ή περιορισμό: [1025, 630, 1168, 641]
- crossword-cell: [252, 822, 268, 839]
- crossword-row: [140, 890, 284, 907]
- pro50-head: [1345, 237, 1467, 267]
- sports-col-1: [480, 1485, 655, 1831]
- radio-text: 6.40 Εναρξις. 6.50 Μουσική. 7 Γυμναστική. 7.15 Ειδήσεις. 7.30 Πρωινή μουσική. 8 Ειδήσεις. 12 Μουσική. 12.15 Ειδήσεις. 12.30 Στό ραδιόφωνο. 1.15 Ειδήσεις. 1.25 Μουσική. 2 Ο κόσμος της γυναίκας. 2.30 Ειδήσεις. 2.45 Ελαφρά μουσική. 5 Παιδική ώρα. 5.45 Μουσική. 6.30 Ειδήσεις. 7 Ομιλία. 7.30 Επισκόπησις του τύπου. 8.15 Συναυλία. 9 Ειδήσεις. 9.30 Θεατρική ώρα. 10 Χορευτική μουσική. 11.10 Ειδήσεις. 11.30 Ελαφρά μουσική.: [125, 665, 325, 767]
- dondi-number: 116ον: [1385, 652, 1425, 668]
- crossword-black-cell: [188, 907, 204, 924]
- crossword-cell: [204, 907, 220, 924]
- synaulia-text: Η εβδομαδιαία εκτέλεσις ενός έργου του Μότσαρτ, καθώς εκάλεσε η Κρατική Ορχήστρα της Ελλάδος, μαζί με το μεγάλο κοινό που την ακούει. Το πρόγραμμα επέτυχε διότι η ορχήστρα έδειξε μια άλλη εμφάνιση από όσα έδειξε τώρα. Η συναυλία της Κρατικής ήτο πρόγραμμα αφιερωμένο στους κλασικούς και εις τό έργον του Μπετόβεν. Ο μαέστρος απέδωσε με καθαρότητα και πάθος τις συμφωνίες. Το κοινό τον επευφήμησε επί μακρόν και η αίθουσα ήτο πλήρης. Τα πρώτα μέρη ήσαν ιδιαιτέρως εντυπωσιακά. Στο τέλος της συναυλίας, ο μαέστρος υπεκλίθη στο κοινό, ενώ οι μουσικοί χειροκροτούσαν. Η παρουσία πολλών επισήμων έδωσε ιδιαίτερη λάμψη στην βραδιά. Η Κρατική Ορχήστρα θα δώσει και άλλες συναυλίες εντός του μηνός.: [340, 1043, 560, 1190]
- ladan-box: [340, 155, 642, 427]
- crossword-cell: [156, 839, 172, 856]
- crossword-row: [140, 822, 284, 839]
- stratiotiki-text: Η Στρατιωτική Ομάς Πάλης εξέλεξε τους αθλητάς που θα λάβουν μέρος εις τους αγώνας του Πρωταθλήματος. Μεταξύ αυτών είναι οι: Σ. Βασιλόπουλος, Ν. Καραγιάννης, Δ. Μάρκου, Π. Ευθυμίου, Κ. Μάλλης, Γ. Ρήγας.: [832, 1952, 990, 2020]
- crossword-cell: [268, 805, 284, 822]
- crossword-black-cell: [268, 822, 284, 839]
- peiraieus-text: ΑΛΚΑΖΑΡ: Τό έγκλημα ένός άλλου. ΑΠΟΛΛΩΝ: Εκδρομή. ΒΑΛΚΑΝΙΑ: Στήν κόψη του ξυραφιού. ΕΚΛΑΙΡ: Αναβίωσις. ΚΑΠΙΤΩΛ: Ο κυνηγός. ΚΡΥΣΤΑΛ: Στην καρδιά της Αφρικής. ΠΑΛΛΑΣ: Ζωντανή ζωή. ΡΕΞ: Τα τρία ξαδέρφια. ΣΠΛΕΝΤΙΤ: Κάτι που ξεχωρίζει.: [125, 554, 325, 622]
- akadimia-heading: Η ΑΚΑΔΗΜΙΑ ΑΘΗΝΩΝ: [840, 422, 952, 434]
- crossword-row: [140, 856, 284, 873]
- masthead-box-director: ΑΛΚ. ΚΑΛΑΠΟΘΑΚΗΣ: [1353, 179, 1459, 190]
- nomosxedio-title: ΤΟ ΝΟΜΟΣΧΕΔΙΟΝ ΤΟΥ ΥΠΟΥΡΓΕΙΟΥ ΠΑΙΔΕΙΑΣ ΠΕΡΙ ΣΩΜΑΤΙΚΗΣ ΑΓΩΓΗΣ: [834, 1485, 988, 1529]
- column-dondi: [1345, 555, 1465, 1150]
- poem-line: Και πάρα όλα λέγει μία λέξη και πολύ: [1025, 644, 1186, 655]
- lexi-line2: ΧΙΟΥΜΟΡΙΣΤΙΚΑ: [1039, 1962, 1118, 1973]
- crossword-prev-head: ΛΥΣΕΙΣ ΤΟΥ ΥΠ' ΑΡΙΘ. 308: [156, 1077, 294, 1090]
- a-provoli-text: ΑΠΟΛΛΩΝ: Μπαμπ (2α εβδομάς). ΑΣΤΟΡ: Άνεμοι του Ολύμπου. ΑΣΤΥ: «Ηρωίδες» (3η εβδομάς). ΑΤΤΙΚΟΝ: Σαπφώ (2α εβδομάς). ΒΡΕΤΑΝΙΑ: Χαρούμενα Χριστούγεννα. ΕΣΠΕΡΟΣ: Ο Μεγάλος Σαρτρ. ΚΟΡΑΛ: Η σκιά του παρελθόντος. ΚΡΟΝΟΣ: Λευκή Ρώμη. ΜΟΝΤΙΑΛ: Ζουμπάρα. ΟΡΦΕΥΣ: Οι δολοφόνοι. ΠΑΛΛΑΣ: Ο Μάδεσον. ΠΑΝΘΕΟΝ: Τα παιδιά του Καπετάνιου. ΡΕΞ: Δικασμένη ζωή. ΣΙΝΕ ΣΠΛΕΝΤΙΤ: Ο πειρασμός. ΣΤΑΡ: Οι διάβολοι. ΤΙΤΑΝΙΑ: Ζωντανή.: [125, 315, 325, 417]
- column-theamata: [125, 149, 365, 1297]
- thesauros-author: ΠΑΝΑΓΗ ΚΟΥΤΑΛΙΑΝΟΥ: [1223, 1619, 1434, 1639]
